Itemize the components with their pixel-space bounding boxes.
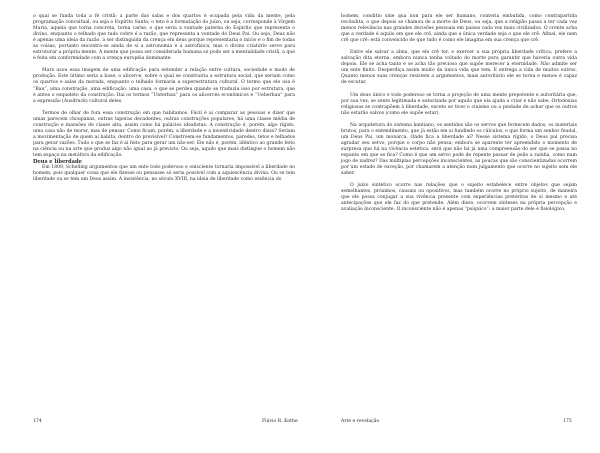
right-paragraph-4: Na arquitetura do sistema kantiano, os sentidos são os servos que fornecem dados, os materiais brutos, para o entendimento, que já estão em si fundindo os cálculos, o que forma um senhor feudal, um Deus Pai, um monarca. Onde fica a liberdade aí? Nesse sistema rígido, o Deus pai precisa agradar seu servo, porque o corpo não pensa; embora se aparente ter apreendido o momento de surpresa que há na vivência estética, será que não há já uma compreensão do ser que se passa no espanto em que se fica? Como é que um servo pode de repente passar de peão a rainha, como num jogo de xadrez? Das múltiplas percepções inconscientes, as poucas que são conscientizadas ocorrem por um estado de exceção, por chamarem a atenção num julgamento que ocorre no sujeito sem ele saber. bbox=[341, 122, 577, 177]
right-paragraph-2: Entre ele salvar a alma, que ele crê ter, e exercer a sua própria liberdade crítica, prefere a salvação dita eterna, embora nunca tenha voltado do morte para garantir que haveria outra vida depois. Ele se acha tanto e se acha tão precioso que supõe merecer a eternidade. Não admite ser um ente finito. Desperdiça assim muito da única vida que tem. E entrega a vida de muitos outros. Quanto menos suas crenças resistem a argumentos, mais autoritário ele se torna e menos é capaz de escutar. bbox=[341, 50, 577, 86]
right-page-text bbox=[341, 14, 577, 213]
right-page-number: 175 bbox=[563, 419, 572, 424]
left-running-head: Flávio R. Kothe bbox=[262, 419, 298, 424]
left-paragraph-4: Em 1809, Schelling argumentou que um ente todo poderoso e onisciente tornaria impossível a liberdade no homem, pois qualquer coisa que ele fizesse ou pensasse só seria possível com a aquiescência divina. Ou se tem liberdade ou se tem um Deus assim. A insistência, no século XVIII, na ideia de liberdade como essência do bbox=[33, 165, 295, 183]
left-page-text bbox=[33, 14, 295, 183]
right-paragraph-1: homem, conditio sine qua non para ele ser humano, conteria embutida, como contrapartida recôndita, o que depois se chamou de a morte de Deus, ou seja, que a religião passa a ter cada vez menos relevância nas grandes decisões pessoais em países cada vez mais civilizados. O crente acha que a verdade é aquilo em que ele crê, ainda que a única verdade seja o que ele crê. Afinal, ele nem crê que crê: está convencido de que tudo é como ele imagina em sua crença que crê. bbox=[341, 14, 577, 44]
left-page-number: 174 bbox=[33, 419, 42, 424]
right-paragraph-5: O juízo sintético ocorre nas relações que o sujeito estabelece entre objetos que sejam semelhantes, próximos, causais ou opositivos, mas também ocorre no próprio sujeito, de maneira que ele possa conjugar a sua vivência presente com experiências pretéritas de si mesmo e até antecipações que ele faz do que pretende. Além disso, ocorrem sínteses na própria percepção e avaliação inconsciente. O inconsciente não é apenas “psíquico”: a maior parte dele é fisiológico. bbox=[341, 183, 577, 213]
left-paragraph-2: Marx usou essa imagem de uma edificação para entender a relação entre cultura, sociedade e modo de produção. Este último seria a base, o alicerce, sobre o qual se construiria a estrutura social, que seriam como os quartos e salas da morada, enquanto o telhado formaria a superestrutura cultural. O termo que ele usa é “Bau”, uma construção, uma edificação, uma casa, o que se perdeu quando se traduziu isso por estrutura, que é antes o esqueleto da construção. Daí os termos “Unterbau” para os alicerces econômicos e “Ueberbau” para a expressão (Ausdruck) cultural deles. bbox=[33, 68, 295, 104]
right-paragraph-3: Um deus único e todo poderoso se torna a projeção de uma mente prepotente e autoritária que, por sua vez, se sente legitimada e autorizada por aquilo que ela ajuda a criar e não sabe. Ortodoxias religiosas se contrapõem à liberdade, exceto se tiver o cinismo ou a piedade de achar que os outros não estarão salvos (como ele supõe estar). bbox=[341, 92, 577, 116]
right-running-head: Arte e revelação bbox=[341, 419, 380, 424]
section-heading: Deus e liberdade bbox=[33, 159, 82, 166]
left-paragraph-3: Termos de olhar de fora essa construção em que habitamos. Fácil é ai comparar as pessoas e dizer que umas parecem choupanas, outras taperas decadentes, outras construções populares, há uma classe média de construção e mansões de classe alta, assim como há palácios idealistas. A construção é, porém, algo rígido, uma casa não de morar, mas de pensar. Como ficam, porém, a liberdade e a inventividade dentro disso? Seriam a movimentação de quem aí habita, dentro do previsível? Constroem-se fundamentos, paredes, tetos e telhados para gerar razões. Tudo o que se faz é ai feito para gerar um não-ser. Ele não é, porém, idêntico ao grande feito na ciência ou na arte que produz algo não igual ao já previsto. Ou seja, aquilo que mais distingue o homem não tem espaço na metáfora da edificação. bbox=[33, 110, 295, 158]
left-paragraph-1: o qual se funda toda a fé cristã; a parte das salas e dos quartos é ocupada pela vida da mente, pela programação conceitual, ou seja o Espírito Santo; o teto é a formatação do juízo, ou seja, corresponde à Virgem Maria, aquela que torna concreta, torna carne, o que seria a vontade paterna do Espírito que representa o divino, enquanto o telhado que tudo cobre é a razão, que representa a vontade do Deus Pai. Ou seja, Deus não é apenas uma ideia da razão, a ser distinguida da crença em deus porque representaria o início e o fim de todas as coisas, portanto encontra-se ainda de si a astronomia e a astrofísica, mas o divino criatório serve para estruturar a própria mente. A mente que possa ser considerada humana só pode ser a mentalidade cristã, a que é feita em conformidade com a crença européia dominante. bbox=[33, 14, 295, 62]
